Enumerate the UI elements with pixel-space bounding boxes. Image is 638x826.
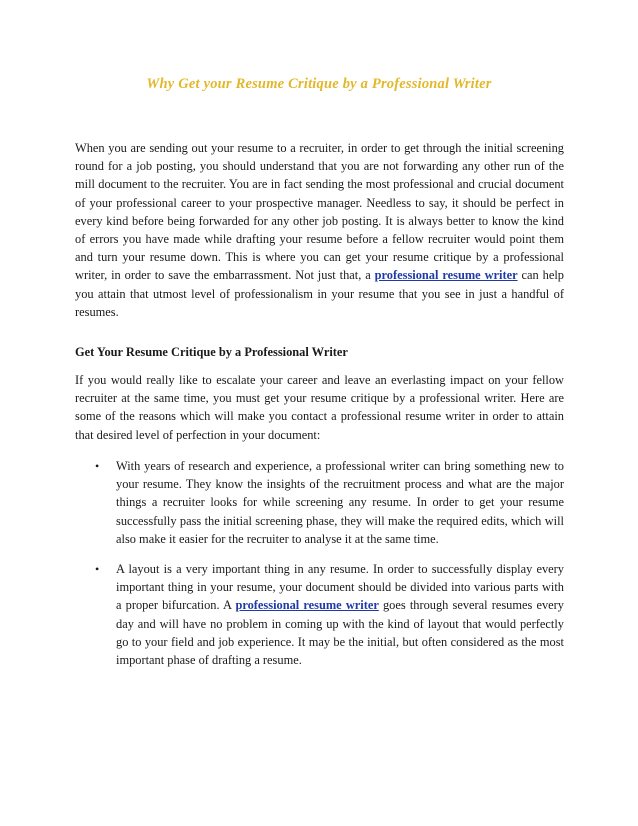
list-item-text-start: A layout is a very important thing in any resume. In order to successfully display every important thing in your resume, your document should be divided into various parts with a proper bifurcation. A [116,562,564,613]
professional-resume-writer-link[interactable]: professional resume writer [374,268,518,283]
list-item-text: With years of research and experience, a professional writer can bring something new to your resume. They know the insights of the recruitment process and what are the major things a recruiter looks for while screening any resume. In order to get your resume successfully pass the initial screening phase, they will make the required edits, which will also make it easier for the recruiter to analyse it at the same time. [116,459,564,546]
bullet-icon: • [95,459,100,473]
reasons-list [75,457,564,669]
intro-paragraph [75,139,564,321]
list-item-text-end: goes through several resumes every day and will have no problem in coming up with the kind of layout that would perfectly go to your field and job experience. It may be the initial, but often considered as the most important phase of drafting a resume. [116,598,564,668]
intro-text-start: When you are sending out your resume to a recruiter, in order to get through the initial screening round for a job posting, you should understand that you are not forwarding any other run of the mill document to the recruiter. You are in fact sending the most professional and crucial document of your professional career to your prospective manager. Needless to say, it should be perfect in every kind before being forwarded for any other job posting. It is always better to know the kind of errors you have made while drafting your resume before a fellow recruiter would point them and turn your resume down. This is where you can get your resume critique by a professional writer, in order to save the embarrassment. Not just that, a [75,141,564,283]
section-heading: Get Your Resume Critique by a Professional Writer [75,345,348,359]
intro-text-end: can help you attain that utmost level of professionalism in your resume that you see in just a handful of resumes. [75,268,564,319]
section-paragraph: If you would really like to escalate your career and leave an everlasting impact on your fellow recruiter at the same time, you must get your resume critique by a professional writer. Here are some of the reasons which will make you contact a professional resume writer in order to attain that desired level of perfection in your document: [75,373,564,442]
list-item [75,457,564,548]
bullet-icon: • [95,562,100,577]
professional-resume-writer-link[interactable]: professional resume writer [235,598,379,613]
list-item [75,560,564,669]
document-title: Why Get your Resume Critique by a Professional Writer [146,76,492,92]
